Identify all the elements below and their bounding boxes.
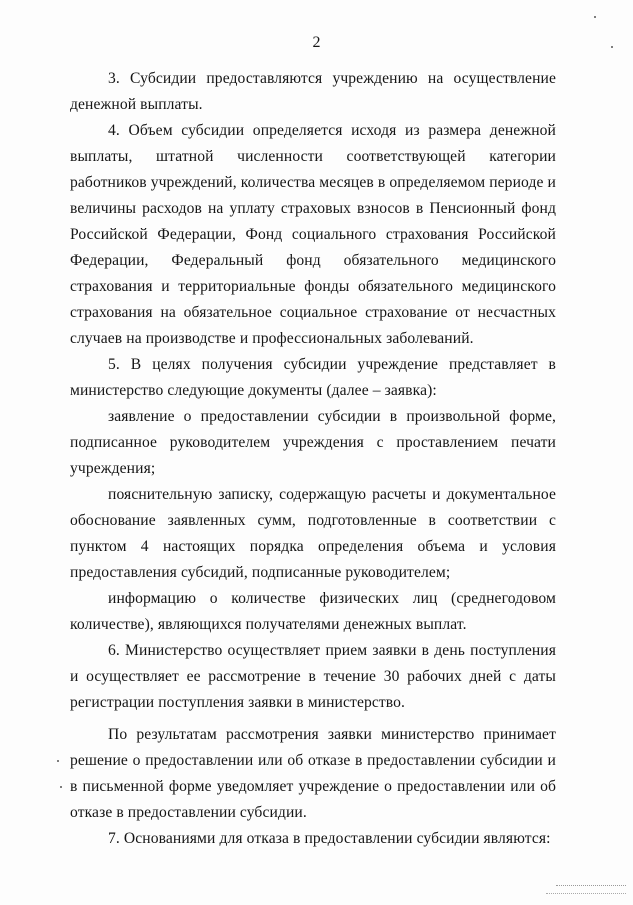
paragraph-3: 3. Субсидии предоставляются учреждению на осуществление денежной выплаты.: [70, 70, 556, 113]
scan-speck: [60, 786, 62, 788]
scan-speck: [594, 16, 596, 18]
paragraph-4: 4. Объем субсидии определяется исходя из размера денежной выплаты, штатной численности соответствующей категории работников учреждений, количества месяцев в определяемом периоде и величины расходов на уплату страховых взносов в Пенсионный фонд Российской Федерации, Фонд социального страхования Российской Федерации, Федеральный фонд обязательного медицинского страхования и территориальные фонды обязательного медицинского страхования на обязательное социальное страхование от несчастных случаев на производстве и профессиональных заболеваний.: [70, 122, 556, 347]
scan-noise: [546, 893, 626, 898]
list-item-application: заявление о предоставлении субсидии в произвольной форме, подписанное руководителем учреждения с проставлением печати учреждения;: [70, 408, 556, 477]
paragraph-decision: По результатам рассмотрения заявки министерство принимает решение о предоставлении или об отказе в предоставлении субсидии и в письменной форме уведомляет учреждение о предоставлении или об отказе в предоставлении субсидии.: [70, 726, 556, 821]
document-body: [70, 66, 556, 852]
page-number: 2: [312, 34, 321, 51]
scan-speck: [611, 46, 613, 48]
list-item-explanatory-note: пояснительную записку, содержащую расчеты и документальное обоснование заявленных сумм, подготовленные в соответствии с пунктом 4 настоящих порядка определения объема и условия предоставления субсидий, подписанные руководителем;: [70, 486, 556, 581]
paragraph-6: 6. Министерство осуществляет прием заявки в день поступления и осуществляет ее рассмотрение в течение 30 рабочих дней с даты регистрации поступления заявки в министерство.: [70, 642, 556, 711]
paragraph-7: 7. Основаниями для отказа в предоставлении субсидии являются:: [108, 830, 551, 847]
scan-speck: [57, 760, 59, 762]
paragraph-5: 5. В целях получения субсидии учреждение представляет в министерство следующие документы (далее – заявка):: [70, 356, 556, 399]
list-item-information: информацию о количестве физических лиц (среднегодовом количестве), являющихся получателями денежных выплат.: [70, 590, 556, 633]
scan-noise: [556, 885, 626, 890]
